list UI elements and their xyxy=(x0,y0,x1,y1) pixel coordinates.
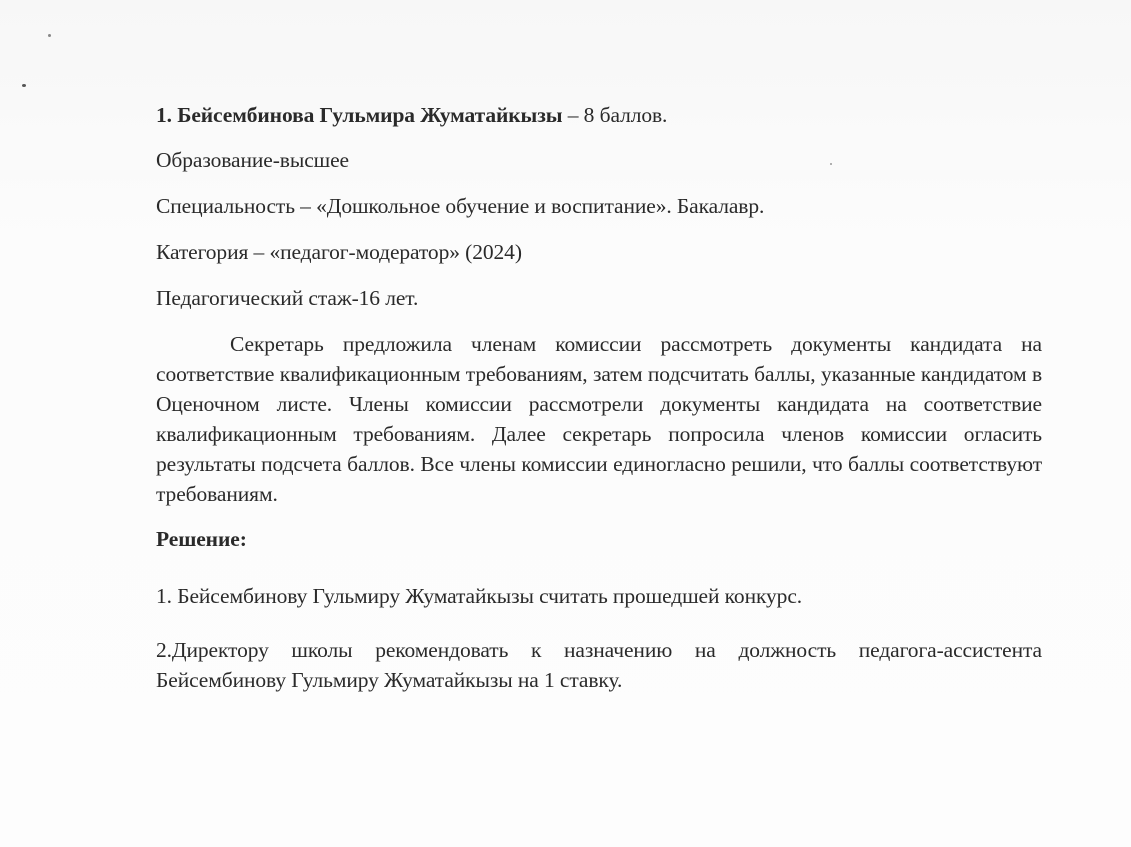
decision-item-1: 1. Бейсембинову Гульмиру Жуматайкызы считать прошедшей конкурс. xyxy=(156,584,803,608)
specialty-line: Специальность – «Дошкольное обучение и воспитание». Бакалавр. xyxy=(156,194,765,218)
candidate-heading xyxy=(156,100,1042,130)
scan-speck xyxy=(48,34,51,37)
scan-speck xyxy=(22,84,26,87)
proceedings-paragraph: Секретарь предложила членам комиссии рассмотреть документы кандидата на соответствие квалификационным требованиям, затем подсчитать баллы, указанные кандидатом в Оценочном листе. Члены комиссии рассмотрели документы кандидата на соответствие квалификационным требованиям. Далее секретарь попросила членов комиссии огласить результаты подсчета баллов. Все члены комиссии единогласно решили, что баллы соответствуют требованиям. xyxy=(156,332,1042,506)
decision-heading: Решение: xyxy=(156,527,247,551)
decision-item-2: 2.Директору школы рекомендовать к назначению на должность педагога-ассистента Бейсембинову Гульмиру Жуматайкызы на 1 ставку. xyxy=(156,638,1042,692)
category-line: Категория – «педагог-модератор» (2024) xyxy=(156,240,522,264)
candidate-name: 1. Бейсембинова Гульмира Жуматайкызы xyxy=(156,103,563,127)
document-body xyxy=(156,100,1042,695)
education-line: Образование-высшее xyxy=(156,148,349,172)
experience-line: Педагогический стаж-16 лет. xyxy=(156,286,419,310)
candidate-score: – 8 баллов. xyxy=(562,103,668,127)
